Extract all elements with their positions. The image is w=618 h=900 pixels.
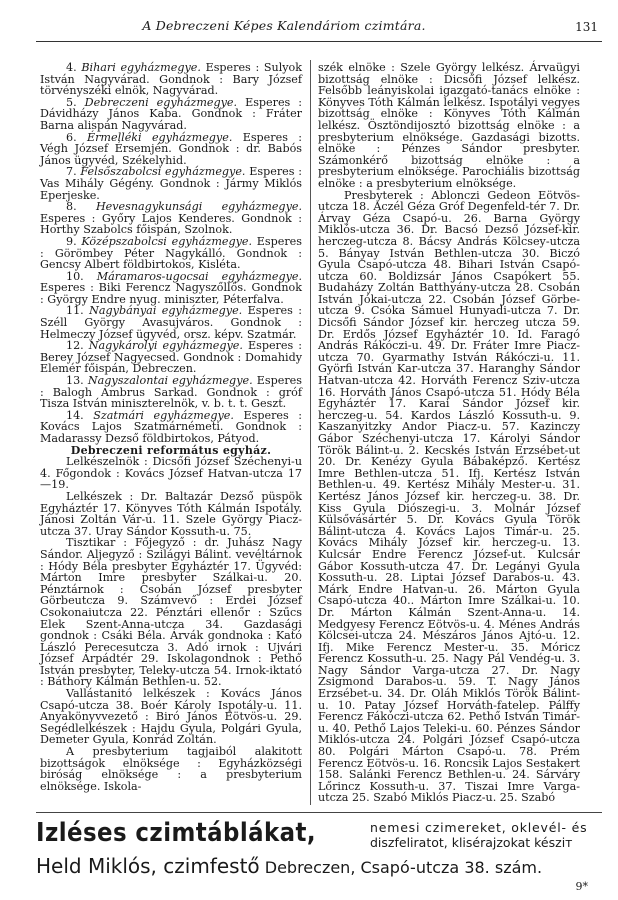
page-number: 131 (575, 20, 598, 34)
paragraph: Presbyterek : Ablonczi Gedeon Eötvös-utcza 18. Aczél Géza Gróf Degenfeld-tér 7. Dr. Árvay Géza Csapó-u. 26. Barna György Miklós-utcza 36. Dr. Bacsó Dezső József-kir. herczeg-utcza 8. Bácsy András Kölcsey-utcza 5. Bányay István Bethlen-utcza 30. Biczó Gyula Csapó-utcza 48. Bihari István Csapó-utcza 60. Boldizsár János Csapókert 55. Budaházy Zoltán Batthyány-utcza 28. Csobán István Jókai-utcza 22. Csobán József Görbe-utcza 9. Csóka Sámuel Hunyadi-utcza 7. Dr. Dicsőfi Sándor József kir. herczeg utcza 59. Dr. Erdős József Egyháztér 10. Id. Faragó András Rákóczi-u. 49. Dr. Fráter Imre Piacz-utcza 70. Gyarmathy István Rákóczi-u. 11. Györfi István Kar-utcza 37. Haranghy Sándor Hatvan-utcza 42. Horváth Ferencz Sziv-utcza 16. Horváth János Csapó-utcza 51. Hódy Béla Egyháztér 17. Karai Sándor József kir. herczeg-u. 54. Kardos László Kossuth-u. 9. Kaszanyitzky Andor Piacz-u. 57. Kazinczy Gábor Széchenyi-utcza 17. Károlyi Sándor Török Bálint-u. 2. Kecskés István Erzsébet-ut 20. Dr. Kenézy Gyula Bábaképző. Kertész Imre Bethlen-utcza 51. Ifj. Kertész István Bethlen-u. 49. Kertész Mihály Mester-u. 31. Kertész János József kir. herczeg-u. 38. Dr. Kiss Gyula Diószegi-u. 3. Molnár József Külsővásártér 5. Dr. Kovács Gyula Török Bálint-utcza 4. Kovács Lajos Timár-u. 25. Kovács Mihály József kir. herczeg-u. 13. Kulcsár Endre Ferencz József-ut. Kulcsár Gábor Kossuth-utcza 47. Dr. Legányi Gyula Kossuth-u. 28. Liptai József Darabos-u. 43. Márk Endre Hatvan-u. 26. Márton Gyula Csapó-utcza 40.. Márton Imre Szálkai-u. 10. Dr. Márton Kálmán Szent-Anna-u. 14. Medgyesy Ferencz Eötvös-u. 4. Ménes András Kölcsei-utcza 24. Mészáros János Ajtó-u. 12. Ifj. Mike Ferencz Mester-u. 35. Móricz Ferencz Kossuth-u. 25. Nagy Pál Vendég-u. 3. Nagy Sándor Varga-utcza 27. Dr. Nagy Zsigmond Darabos-u. 59. T. Nagy János Erzsébet-u. 34. Dr. Oláh Miklós Török Bálint-u. 10. Patay József Horváth-fatelep. Pálffy Ferencz Fákóczi-utcza 62. Pethő István Timár-u. 40. Pethő Lajos Teleki-u. 60. Pénzes Sándor Miklós-utcza 24. Polgári József Csapó-utcza 80. Polgári Márton Csapó-u. 78. Prém Ferencz Eötvös-u. 16. Roncsik Lajos Sestakert 158. Salánki Ferencz Bethlen-u. 24. Sárváry Lőrincz Kossuth-u. 37. Tiszai Imre Varga-utcza 25. Szabó Miklós Piacz-u. 25. Szabó (318, 188, 580, 805)
diocese-name: Szatmári egyházmegye. (93, 408, 234, 422)
left-column (40, 62, 302, 792)
diocese-entry (40, 62, 302, 97)
entry-number: 13. (66, 374, 84, 388)
ad-contact (36, 854, 542, 878)
page-header (36, 8, 602, 48)
diocese-name: Hevesnagykunsági egyházmegye. (95, 200, 302, 214)
ad-rule (36, 812, 602, 813)
diocese-entry (40, 410, 302, 445)
diocese-officers: Esperes : Balogh Ambrus Sarkad. Gondnok : gróf Tisza István miniszterelnök, v. b. t. t. Geszt. (40, 374, 302, 411)
diocese-officers: Esperes : Kovács Lajos Szatmárnémeti. Gondnok : Madarassy Dezső földbirtokos, Pátyod. (40, 408, 302, 445)
ad-side-line-1: nemesi czimereket, oklevél- és (370, 820, 588, 835)
section-heading: Debreczeni református egyház. (70, 443, 272, 457)
diocese-officers: Esperes : Biki Ferencz Nagyszőllős. Gondnok : György Endre nyug. miniszter, Péterfalva. (40, 281, 302, 306)
diocese-name: Debreczeni egyházmegye. (84, 95, 238, 109)
ad-address: Debreczen, Csapó-utcza 38. szám. (264, 858, 543, 877)
entry-number: 4. (66, 61, 77, 74)
entry-number: 9. (66, 234, 77, 248)
entry-number: 14. (66, 408, 84, 422)
diocese-entry (40, 271, 302, 306)
ad-name: Held Miklós, czimfestő (36, 854, 260, 878)
paragraph: Lelkészek : Dr. Baltazár Dezső püspök Egyháztér 17. Könyves Tóth Kálmán Ispotály. Jánosi Zoltán Vár-u. 11. Szele György Piacz-utcza 37. Uray Sándor Kossuth-u. 75. (40, 489, 302, 538)
diocese-entry (40, 340, 302, 375)
diocese-name: Máramaros-ugocsai egyházmegye. (96, 269, 303, 283)
paragraph: Tisztikar : Főjegyző : dr. Juhász Nagy Sándor. Aljegyző : Szilágyi Bálint. vevéltárnok : Hódy Béla presbyter Egyháztér 17. Ügyvéd: Márton Imre presbyter Szálkai-u. 20. Pénztárnok : Csobán József presbyter Görbeutcza 9. Számvevő : Erdei József Csokonaiutcza 22. Pénztári ellenőr : Szűcs Elek Szent-Anna-utcza 34. Gazdasági gondnok : Csáki Béla. Árvák gondnoka : Kató László Perecesutcza 3. Adó irnok : Ujvári József Árpádtér 29. Iskolagondnok : Pethő István presbyter, Teleky-utcza 54. Irnok-iktató : Báthory Kálmán Bethlen-u. 52. (40, 536, 302, 689)
diocese-entry (40, 375, 302, 410)
diocese-name: Nagyszalontai egyházmegye. (87, 374, 253, 388)
diocese-officers: Esperes : Dávidházy János Kaba. Gondnok : Fráter Barna alispán Nagyvárad. (40, 95, 303, 132)
paragraph: Vallástanitó lelkészek : Kovács János Csapó-utcza 38. Boér Károly Ispotály-u. 11. Anyakönyvvezető : Biró János Eötvös-u. 29. Segédlelkészek : Hajdu Gyula, Polgári Gyula, Demeter Gyula, Konrád Zoltán. (40, 687, 302, 747)
signature-mark: 9* (575, 880, 588, 893)
diocese-officers: Esperes : Berey József Nagyecsed. Gondnok : Domahidy Elemér főispán, Debreczen. (40, 339, 302, 376)
diocese-name: Nagybányai egyházmegye. (89, 304, 243, 318)
paragraph: szék elnöke : Szele György lelkész. Árvaügyi bizottság elnöke : Dicsőfi József lelkész. Felsőbb leányiskolai igazgató-tanács elnöke : Könyves Tóth Kálmán lelkész. Ispotályi vegyes bizottság elnöke : Könyves Tóth Kálmán lelkész. Ösztöndijosztó bizottság elnöke : a presbyterium elnöksége. Gazdasági bizotts. elnöke : Pénzes Sándor presbyter. Számonkérő bizottság elnöke : a presbyterium elnöksége. Parochiális bizottság elnöke : a presbyterium elnöksége. (318, 61, 580, 190)
diocese-list (40, 62, 302, 445)
diocese-entry (40, 201, 302, 236)
entry-number: 7. (66, 165, 77, 179)
diocese-officers: Esperes : Vas Mihály Gégény. Gondnok : Jármy Miklós Eperjeske. (40, 165, 302, 202)
paragraph: Lelkészelnök : Dicsőfi József Széchenyi-u 4. Főgondok : Kovács József Hatvan-utcza 17—19. (40, 455, 302, 492)
diocese-officers: Esperes : Széll György Avasujváros. Gondnok : Helmeczy József ügyvéd, orsz. képv. Szatmár. (40, 304, 302, 341)
diocese-name: Nagykárolyi egyházmegye. (88, 339, 243, 353)
paragraph: A presbyterium tagjaiból alakitott bizottságok elnöksége : Egyházközségi biróság elnöksége : a presbyterium elnöksége. Iskola- (40, 745, 302, 793)
column-divider (310, 60, 311, 805)
diocese-officers: Esperes : Görömbey Péter Nagykálló. Gondnok : Gencsy Albert földbirtokos, Kisléta. (40, 234, 302, 272)
ad-description (370, 820, 592, 850)
entry-number: 10. (66, 269, 84, 283)
header-rule (36, 41, 602, 42)
diocese-name: Bihari egyházmegye. (81, 61, 201, 74)
diocese-entry (40, 305, 302, 340)
ad-headline: Izléses czimtáblákat, (36, 818, 317, 848)
diocese-entry (40, 236, 302, 271)
diocese-entry (40, 97, 302, 132)
entry-number: 11. (66, 304, 84, 318)
diocese-entry (40, 132, 302, 167)
diocese-entry (40, 166, 302, 201)
diocese-name: Középszabolcsi egyházmegye. (81, 234, 253, 248)
entry-number: 5. (66, 95, 77, 109)
ad-side-line-2: diszfeliratot, klisérajzokat késziт (370, 835, 573, 850)
diocese-name: Érmelléki egyházmegye. (86, 130, 233, 144)
entry-number: 6. (66, 130, 77, 144)
running-title: A Debreczeni Képes Kalendáriom czimtára. (142, 18, 426, 33)
entry-number: 12. (66, 339, 84, 353)
right-column (318, 62, 580, 804)
entry-number: 8. (66, 200, 77, 214)
diocese-name: Felsőszabolcsi egyházmegye. (80, 165, 246, 179)
diocese-officers: Esperes : Győry Lajos Kenderes. Gondnok : Horthy Szabolcs főispán, Szolnok. (40, 211, 302, 237)
diocese-officers: Esperes : Sulyok István Nagyvárad. Gondnok : Bary József törvényszéki elnök, Nagyvárad. (40, 61, 303, 98)
diocese-officers: Esperes : Végh József Érsemjén. Gondnok : dr. Babós János ügyvéd, Székelyhid. (40, 130, 302, 167)
